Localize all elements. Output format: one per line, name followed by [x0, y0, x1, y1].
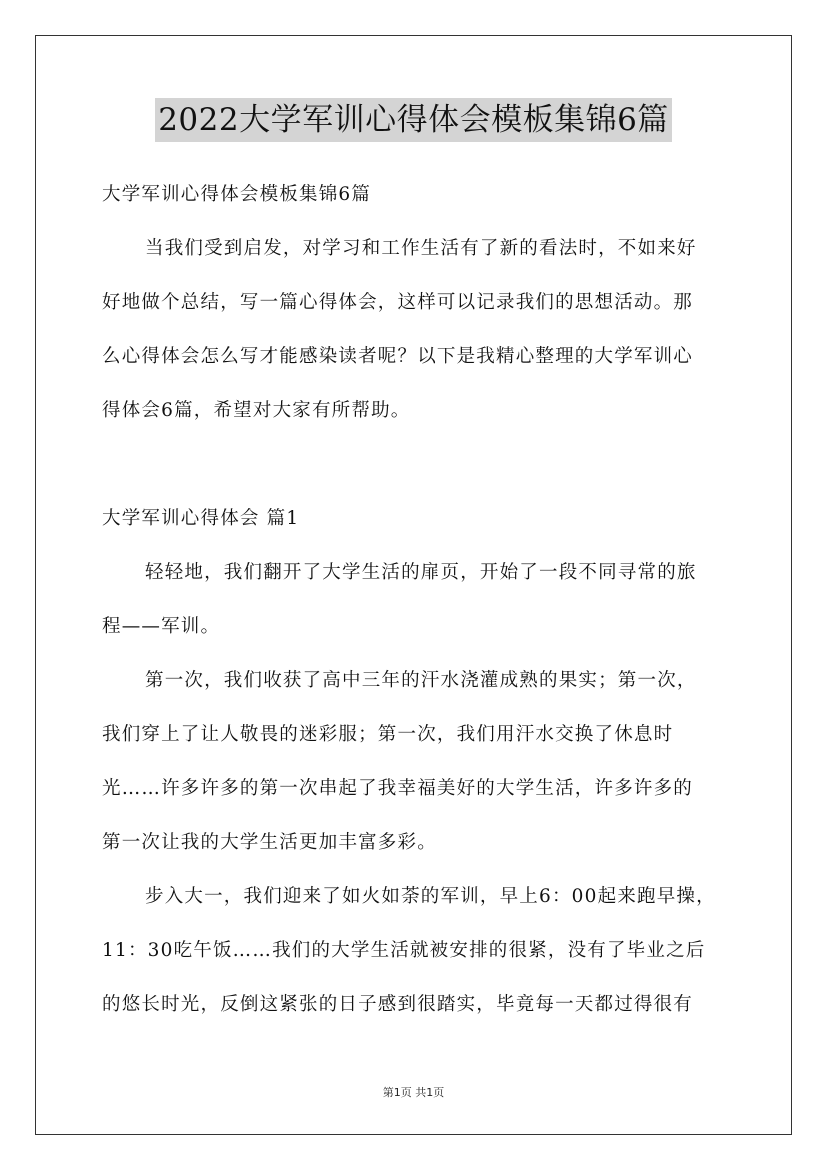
- document-title: 2022大学军训心得体会模板集锦6篇: [155, 98, 672, 142]
- paragraph-line: 当我们受到启发，对学习和工作生活有了新的看法时，不如来好: [145, 238, 697, 259]
- section-heading: 大学军训心得体会 篇1: [102, 508, 300, 529]
- paragraph-line: 轻轻地，我们翻开了大学生活的扉页，开始了一段不同寻常的旅: [145, 562, 697, 583]
- paragraph-line: 得体会6篇，希望对大家有所帮助。: [102, 400, 411, 421]
- paragraph-line: 么心得体会怎么写才能感染读者呢？以下是我精心整理的大学军训心: [102, 346, 694, 367]
- title-block: [0, 98, 827, 142]
- paragraph-line: 光……许多许多的第一次串起了我幸福美好的大学生活，许多许多的: [102, 778, 694, 799]
- subtitle-line: 大学军训心得体会模板集锦6篇: [102, 184, 372, 205]
- paragraph-line: 11：30吃午饭……我们的大学生活就被安排的很紧，没有了毕业之后: [102, 940, 706, 961]
- page-footer: 第1页 共1页: [382, 1086, 445, 1099]
- paragraph-line: 的悠长时光，反倒这紧张的日子感到很踏实，毕竟每一天都过得很有: [102, 994, 694, 1015]
- paragraph-line: 第一次让我的大学生活更加丰富多彩。: [102, 832, 437, 853]
- paragraph-line: 程——军训。: [102, 616, 221, 637]
- paragraph-line: 好地做个总结，写一篇心得体会，这样可以记录我们的思想活动。那: [102, 292, 694, 313]
- paragraph-line: 我们穿上了让人敬畏的迷彩服；第一次，我们用汗水交换了休息时: [102, 724, 674, 745]
- paragraph-line: 步入大一，我们迎来了如火如荼的军训，早上6：00起来跑早操，: [145, 886, 716, 907]
- paragraph-line: 第一次，我们收获了高中三年的汗水浇灌成熟的果实；第一次，: [145, 670, 697, 691]
